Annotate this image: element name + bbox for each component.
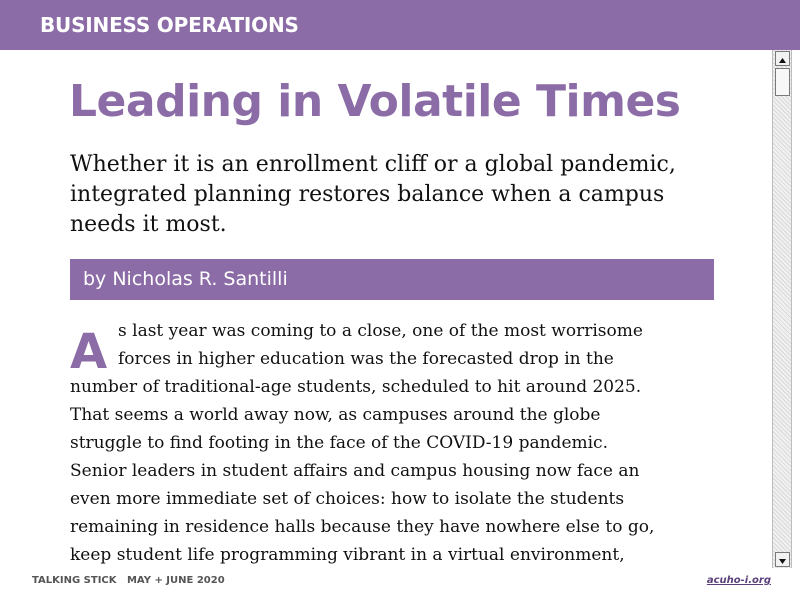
footer-publication <box>32 575 225 587</box>
scroll-down-button[interactable] <box>775 552 790 567</box>
article-title: Leading in Volatile Times <box>69 76 681 127</box>
body-line: remaining in residence halls because they have nowhere else to go, <box>70 517 655 537</box>
body-line: keep student life programming vibrant in a virtual environment, <box>70 545 625 565</box>
body-line: forces in higher education was the forecasted drop in the <box>118 349 614 369</box>
section-label: BUSINESS OPERATIONS <box>40 13 299 37</box>
scroll-thumb[interactable] <box>775 68 790 96</box>
article-subtitle: Whether it is an enrollment cliff or a global pandemic, integrated planning restores balance when a campus needs it most. <box>70 152 676 237</box>
body-line: struggle to find footing in the face of the COVID-19 pandemic. <box>70 433 608 453</box>
arrow-up-icon <box>776 54 789 67</box>
footer-site-link[interactable]: acuho-i.org <box>706 575 771 586</box>
body-line: s last year was coming to a close, one of the most worrisome <box>118 321 643 341</box>
body-line: Senior leaders in student affairs and campus housing now face an <box>70 461 640 481</box>
body-line: That seems a world away now, as campuses around the globe <box>70 405 601 425</box>
section-header-bar <box>0 0 800 50</box>
drop-cap: A <box>70 324 108 380</box>
arrow-down-icon <box>776 555 789 568</box>
byline-bar <box>70 259 714 300</box>
article-body <box>70 317 730 569</box>
issue-date: MAY + JUNE 2020 <box>126 575 225 586</box>
vertical-scrollbar[interactable] <box>772 50 792 568</box>
scroll-up-button[interactable] <box>775 51 790 66</box>
publication-name: TALKING STICK <box>32 575 117 586</box>
byline: by Nicholas R. Santilli <box>83 268 288 290</box>
body-line: even more immediate set of choices: how to isolate the students <box>70 489 625 509</box>
document-content <box>0 50 772 570</box>
body-line: number of traditional-age students, scheduled to hit around 2025. <box>70 377 642 397</box>
